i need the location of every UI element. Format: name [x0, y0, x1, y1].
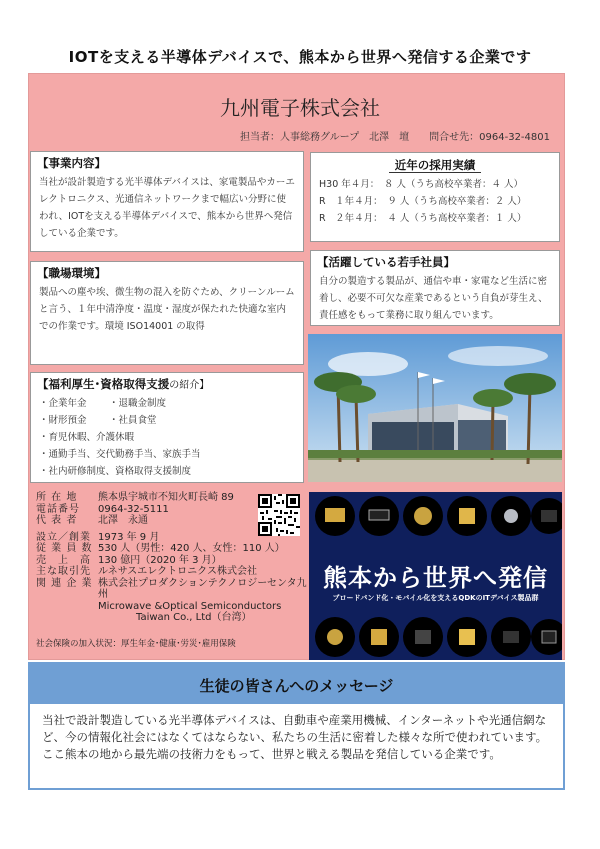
info-label: 従 業 員 数 — [36, 543, 93, 554]
hiring-row: H30 年４月： ８ 人（うち高校卒業者：４ 人） — [319, 179, 524, 190]
info-label: 設立／創業 — [36, 531, 91, 543]
message-box — [28, 702, 565, 790]
info-value: 130 億円（2020 年 3 月） — [98, 554, 222, 566]
info-value: ルネサスエレクトロニクス株式会社 — [98, 566, 257, 577]
welfare-list — [31, 392, 303, 480]
business-title: 【事業内容】 — [37, 156, 106, 170]
hiring-title — [311, 157, 559, 173]
info-row — [36, 578, 308, 601]
related-company-line-2: Microwave &Optical Semiconductors — [98, 600, 282, 612]
message-paragraph-1: 当社で設計製造している光半導体デバイスは、自動車や産業用機械、インターネットや光通信網など、今の情報化社会にはなくてはならない、私たちの生活に密着した様々な所で使われています。 — [42, 713, 548, 744]
environment-box — [30, 261, 304, 365]
business-box — [30, 151, 304, 252]
info-value: 熊本県宇城市不知火町長崎 89 — [98, 492, 234, 503]
qr-code-icon[interactable] — [258, 494, 300, 536]
welfare-title-main: 【福利厚生･資格取得支援 — [37, 377, 170, 391]
contact-info: 担当者：人事総務グループ 北澤 壇 問合せ先：0964-32-4801 — [239, 132, 550, 143]
welfare-title-suffix: の紹介】 — [169, 380, 210, 391]
info-label: 代 表 者 — [36, 515, 78, 526]
youth-box — [310, 250, 560, 326]
info-value: 0964-32-5111 — [98, 503, 169, 515]
hiring-title-text: 近年の採用実績 — [389, 158, 482, 173]
welfare-item: ・育児休暇、介護休暇 — [39, 432, 135, 443]
banner-headline: 熊本から世界へ発信 — [323, 564, 548, 592]
message-paragraph-2: ここ熊本の地から最先端の技術力をもって、世界と戦える製品を発信している企業です。 — [42, 747, 501, 761]
related-company-line-3: Taiwan Co., Ltd（台湾） — [136, 612, 252, 623]
company-name: 九州電子株式会社 — [220, 96, 380, 120]
info-row — [36, 566, 308, 578]
info-value: 530 人（男性：420 人、女性：110 人） — [98, 543, 285, 554]
environment-title: 【職場環境】 — [37, 266, 106, 280]
welfare-row — [39, 395, 295, 412]
welfare-item: ・通勤手当、交代勤務手当、家族手当 — [39, 449, 201, 460]
youth-title: 【活躍している若手社員】 — [317, 255, 455, 269]
info-value: 株式会社プロダクションテクノロジーセンタ九州 — [98, 577, 307, 600]
hiring-box — [310, 152, 560, 242]
hiring-list — [311, 173, 559, 227]
welfare-row — [39, 446, 295, 463]
welfare-item: ・社内研修制度、資格取得支援制度 — [39, 466, 192, 477]
environment-body: 製品への塵や埃、微生物の混入を防ぐため、クリーンルームと言う、１年中清浄度・温度・湿度が保たれた快適な室内での作業です。環境 ISO14001 の取得 — [39, 287, 295, 332]
info-row — [36, 543, 308, 555]
company-building-photo — [308, 334, 562, 482]
welfare-title — [37, 376, 303, 392]
info-label: 主な取引先 — [36, 566, 91, 577]
welfare-row — [39, 412, 295, 429]
hiring-row: R ２年４月： ４ 人（うち高校卒業者：１ 人） — [319, 213, 527, 224]
hiring-row: R １年４月： ９ 人（うち高校卒業者：２ 人） — [319, 196, 527, 207]
product-banner — [309, 492, 562, 660]
welfare-item: ・退職金制度 — [109, 398, 167, 409]
insurance-info: 社会保険の加入状況：厚生年金･健康･労災･雇用保険 — [36, 639, 236, 649]
banner-subtext: ブロードバンド化・モバイル化を支えるQDKのITデバイス製品群 — [332, 594, 539, 602]
welfare-box — [30, 372, 304, 483]
info-row — [36, 555, 308, 567]
info-value: 北澤 永通 — [98, 515, 148, 526]
info-label: 所 在 地 — [36, 492, 78, 503]
business-body: 当社が設計製造する光半導体デバイスは、家電製品やカーエレクトロニクス、光通信ネットワークまで幅広い分野に使われ、IOTを支える半導体デバイスで、熊本から世界へ発信している企業です。 — [39, 177, 295, 239]
welfare-item: ・社員食堂 — [109, 415, 157, 426]
youth-body: 自分の製造する製品が、通信や車・家電など生活に密着し、必要不可欠な産業であるという自負が芽生え、責任感をもって業務に取り組んでいます。 — [319, 276, 548, 321]
welfare-item: ・財形預金 — [39, 415, 87, 426]
message-body — [30, 704, 563, 763]
info-label: 売 上 高 — [36, 554, 91, 566]
info-label: 関 連 企 業 — [36, 577, 93, 589]
building-illustration — [308, 334, 562, 482]
info-value: 1973 年 9 月 — [98, 531, 160, 543]
welfare-row — [39, 463, 295, 480]
welfare-item: ・企業年金 — [39, 398, 87, 409]
page-headline: IOTを支える半導体デバイスで、熊本から世界へ発信する企業です — [68, 48, 532, 66]
info-label: 電話番号 — [36, 503, 80, 515]
welfare-row — [39, 429, 295, 446]
message-title: 生徒の皆さんへのメッセージ — [199, 677, 394, 695]
